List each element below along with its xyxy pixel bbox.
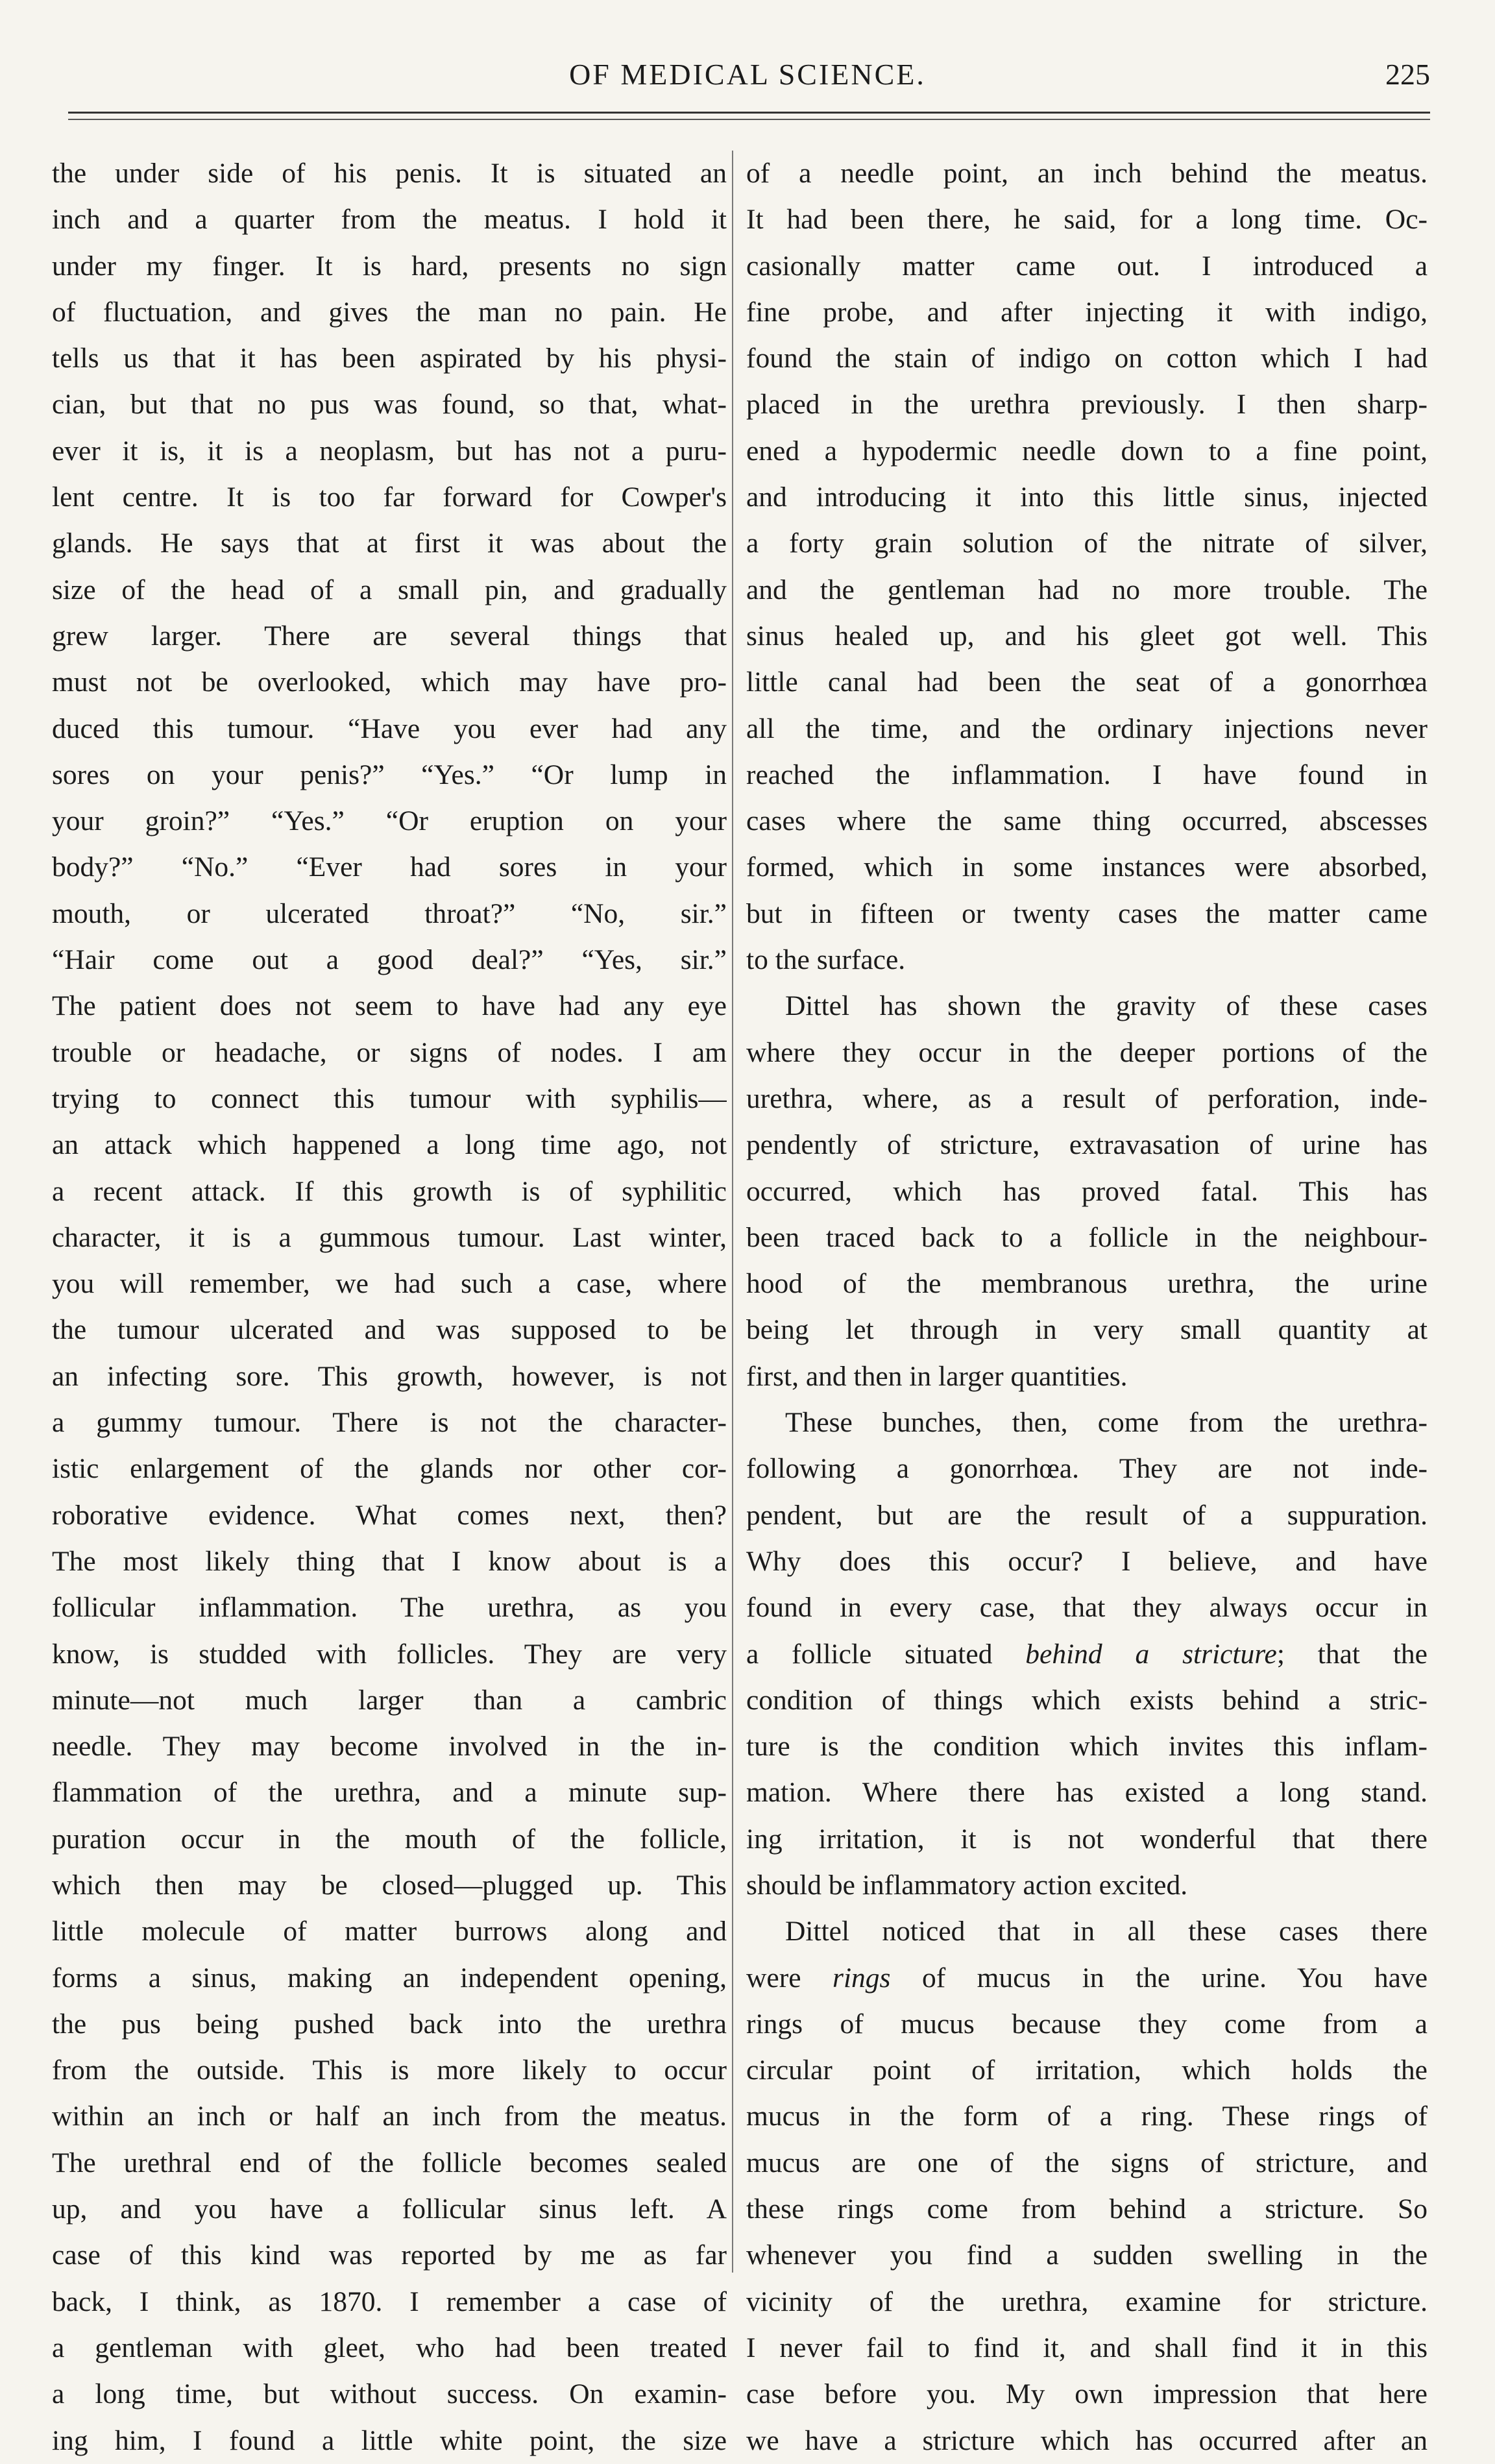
text-line: little molecule of matter burrows along and — [52, 1916, 727, 1947]
paragraph-4 — [746, 1909, 1428, 2464]
paragraph-3 — [746, 1400, 1428, 1909]
text-line: you will remember, we had such a case, where — [52, 1268, 727, 1300]
text-line: found in every case, that they always occur in — [746, 1592, 1428, 1624]
text-line: a long time, but without success. On examin- — [52, 2378, 727, 2410]
text-line: mucus are one of the signs of stricture, and — [746, 2147, 1428, 2178]
text-line: ing him, I found a little white point, the size — [52, 2424, 727, 2456]
text-line: ing irritation, it is not wonderful that there — [746, 1823, 1428, 1855]
text-line: minute—not much larger than a cambric — [52, 1684, 727, 1716]
text-line: from the outside. This is more likely to occur — [52, 2055, 727, 2086]
text-line: a recent attack. If this growth is of syphilitic — [52, 1175, 727, 1207]
text-line: character, it is a gummous tumour. Last winter, — [52, 1221, 727, 1253]
text-line: Dittel has shown the gravity of these cases — [785, 990, 1428, 1022]
page-number: 225 — [1385, 58, 1430, 91]
text-line: the pus being pushed back into the urethra — [52, 2008, 727, 2040]
text-line: Dittel noticed that in all these cases there — [785, 1916, 1428, 1947]
text-line: sinus healed up, and his gleet got well. This — [746, 620, 1428, 652]
text-line: being let through in very small quantity at — [746, 1314, 1428, 1346]
text-line: pendently of stricture, extravasation of urine has — [746, 1129, 1428, 1161]
paragraph-1 — [746, 151, 1428, 983]
text-line: and introducing it into this little sinus, injected — [746, 482, 1428, 513]
text-line: formed, which in some instances were absorbed, — [746, 851, 1428, 883]
text-line: and the gentleman had no more trouble. The — [746, 574, 1428, 605]
text-line: The most likely thing that I know about is a — [52, 1545, 727, 1577]
text-line: size of the head of a small pin, and gradually — [52, 574, 727, 605]
text-line: a follicle situated behind a stricture; that the — [746, 1638, 1428, 1670]
running-title: OF MEDICAL SCIENCE. — [569, 58, 926, 91]
text-line: pendent, but are the result of a suppuration. — [746, 1499, 1428, 1531]
text-line: within an inch or half an inch from the meatus. — [52, 2101, 727, 2132]
text-line: under my finger. It is hard, presents no sign — [52, 250, 727, 282]
text-line: the tumour ulcerated and was supposed to be — [52, 1314, 727, 1346]
text-line: must not be overlooked, which may have pro- — [52, 666, 727, 698]
text-line: where they occur in the deeper portions of the — [746, 1036, 1428, 1068]
right-column — [746, 151, 1428, 2464]
page-header — [65, 57, 1430, 103]
text-line: ever it is, it is a neoplasm, but has not a puru- — [52, 435, 727, 467]
text-line: placed in the urethra previously. I then sharp- — [746, 389, 1428, 421]
text-line: lent centre. It is too far forward for Cowper's — [52, 482, 727, 513]
text-line: circular point of irritation, which holds the — [746, 2055, 1428, 2086]
text-line: whenever you find a sudden swelling in the — [746, 2239, 1428, 2271]
text-line: your groin?” “Yes.” “Or eruption on your — [52, 805, 727, 837]
text-line: fine probe, and after injecting it with indigo, — [746, 296, 1428, 328]
text-line: trying to connect this tumour with syphilis— — [52, 1082, 727, 1114]
text-line: case before you. My own impression that here — [746, 2378, 1428, 2410]
text-line: we have a stricture which has occurred after an — [746, 2424, 1428, 2456]
text-line: been traced back to a follicle in the neighbour- — [746, 1221, 1428, 1253]
text-line: ened a hypodermic needle down to a fine point, — [746, 435, 1428, 467]
text-line: an infecting sore. This growth, however, is not — [52, 1360, 727, 1392]
text-line: which then may be closed—plugged up. This — [52, 1869, 727, 1901]
text-line: were rings of mucus in the urine. You have — [746, 1962, 1428, 1994]
text-line: of fluctuation, and gives the man no pain. He — [52, 296, 727, 328]
text-line: rings of mucus because they come from a — [746, 2008, 1428, 2040]
text-line: mation. Where there has existed a long stand. — [746, 1777, 1428, 1809]
text-line: grew larger. There are several things that — [52, 620, 727, 652]
text-line: The patient does not seem to have had any eye — [52, 990, 727, 1022]
text-line: The urethral end of the follicle becomes sealed — [52, 2147, 727, 2178]
text-line: glands. He says that at first it was about the — [52, 528, 727, 559]
text-line: condition of things which exists behind a stric- — [746, 1684, 1428, 1716]
text-line: up, and you have a follicular sinus left. A — [52, 2193, 727, 2225]
text-line: a forty grain solution of the nitrate of silver, — [746, 528, 1428, 559]
emphasis: rings — [833, 1962, 891, 1994]
text-line: inch and a quarter from the meatus. I hold it — [52, 204, 727, 236]
text-line: occurred, which has proved fatal. This has — [746, 1175, 1428, 1207]
text-line: a gummy tumour. There is not the character- — [52, 1407, 727, 1439]
text-line: needle. They may become involved in the in- — [52, 1731, 727, 1763]
text-line: vicinity of the urethra, examine for stricture. — [746, 2286, 1428, 2317]
text-line: flammation of the urethra, and a minute sup- — [52, 1777, 727, 1809]
column-divider — [732, 151, 733, 2273]
text-line: case of this kind was reported by me as far — [52, 2239, 727, 2271]
text-line: cian, but that no pus was found, so that, what- — [52, 389, 727, 421]
text-line: mucus in the form of a ring. These rings of — [746, 2101, 1428, 2132]
header-rule-thin — [68, 119, 1430, 120]
text-line: little canal had been the seat of a gonorrhœa — [746, 666, 1428, 698]
text-line: the under side of his penis. It is situated an — [52, 158, 727, 189]
text-line: roborative evidence. What comes next, then? — [52, 1499, 727, 1531]
text-line: casionally matter came out. I introduced a — [746, 250, 1428, 282]
text-line: urethra, where, as a result of perforation, inde- — [746, 1082, 1428, 1114]
text-line: these rings come from behind a stricture. So — [746, 2193, 1428, 2225]
text-line: a gentleman with gleet, who had been treated — [52, 2332, 727, 2363]
text-line: I never fail to find it, and shall find it in this — [746, 2332, 1428, 2363]
text-line: hood of the membranous urethra, the urine — [746, 1268, 1428, 1300]
text-line: to the surface. — [746, 944, 906, 976]
text-line: istic enlargement of the glands nor other cor- — [52, 1453, 727, 1485]
text-line: back, I think, as 1870. I remember a case of — [52, 2286, 727, 2317]
text-line: reached the inflammation. I have found in — [746, 759, 1428, 790]
text-line: of a needle point, an inch behind the meatus. — [746, 158, 1428, 189]
text-line: should be inflammatory action excited. — [746, 1869, 1188, 1901]
text-line: puration occur in the mouth of the follicle, — [52, 1823, 727, 1855]
text-line: follicular inflammation. The urethra, as you — [52, 1592, 727, 1624]
text-line: forms a sinus, making an independent opening, — [52, 1962, 727, 1994]
paragraph-2 — [746, 983, 1428, 1400]
text-line: all the time, and the ordinary injections never — [746, 713, 1428, 744]
text-line: an attack which happened a long time ago, not — [52, 1129, 727, 1161]
text-line: Why does this occur? I believe, and have — [746, 1545, 1428, 1577]
text-line: first, and then in larger quantities. — [746, 1360, 1128, 1392]
text-line: ture is the condition which invites this inflam- — [746, 1731, 1428, 1763]
text-line: It had been there, he said, for a long time. Oc- — [746, 204, 1428, 236]
text-line: trouble or headache, or signs of nodes. I am — [52, 1036, 727, 1068]
text-line: sores on your penis?” “Yes.” “Or lump in — [52, 759, 727, 790]
left-column — [52, 151, 727, 2464]
text-line: tells us that it has been aspirated by his physi- — [52, 343, 727, 374]
text-line: mouth, or ulcerated throat?” “No, sir.” — [52, 897, 727, 929]
text-line: cases where the same thing occurred, abscesses — [746, 805, 1428, 837]
text-line: duced this tumour. “Have you ever had any — [52, 713, 727, 744]
emphasis: behind a stricture — [1025, 1638, 1277, 1670]
text-line: found the stain of indigo on cotton which I had — [746, 343, 1428, 374]
text-line: These bunches, then, come from the urethra- — [785, 1407, 1428, 1439]
header-rule — [68, 112, 1430, 114]
text-line: know, is studded with follicles. They are very — [52, 1638, 727, 1670]
text-line: “Hair come out a good deal?” “Yes, sir.” — [52, 944, 727, 976]
text-line: body?” “No.” “Ever had sores in your — [52, 851, 727, 883]
text-line: following a gonorrhœa. They are not inde- — [746, 1453, 1428, 1485]
text-line: but in fifteen or twenty cases the matter came — [746, 897, 1428, 929]
